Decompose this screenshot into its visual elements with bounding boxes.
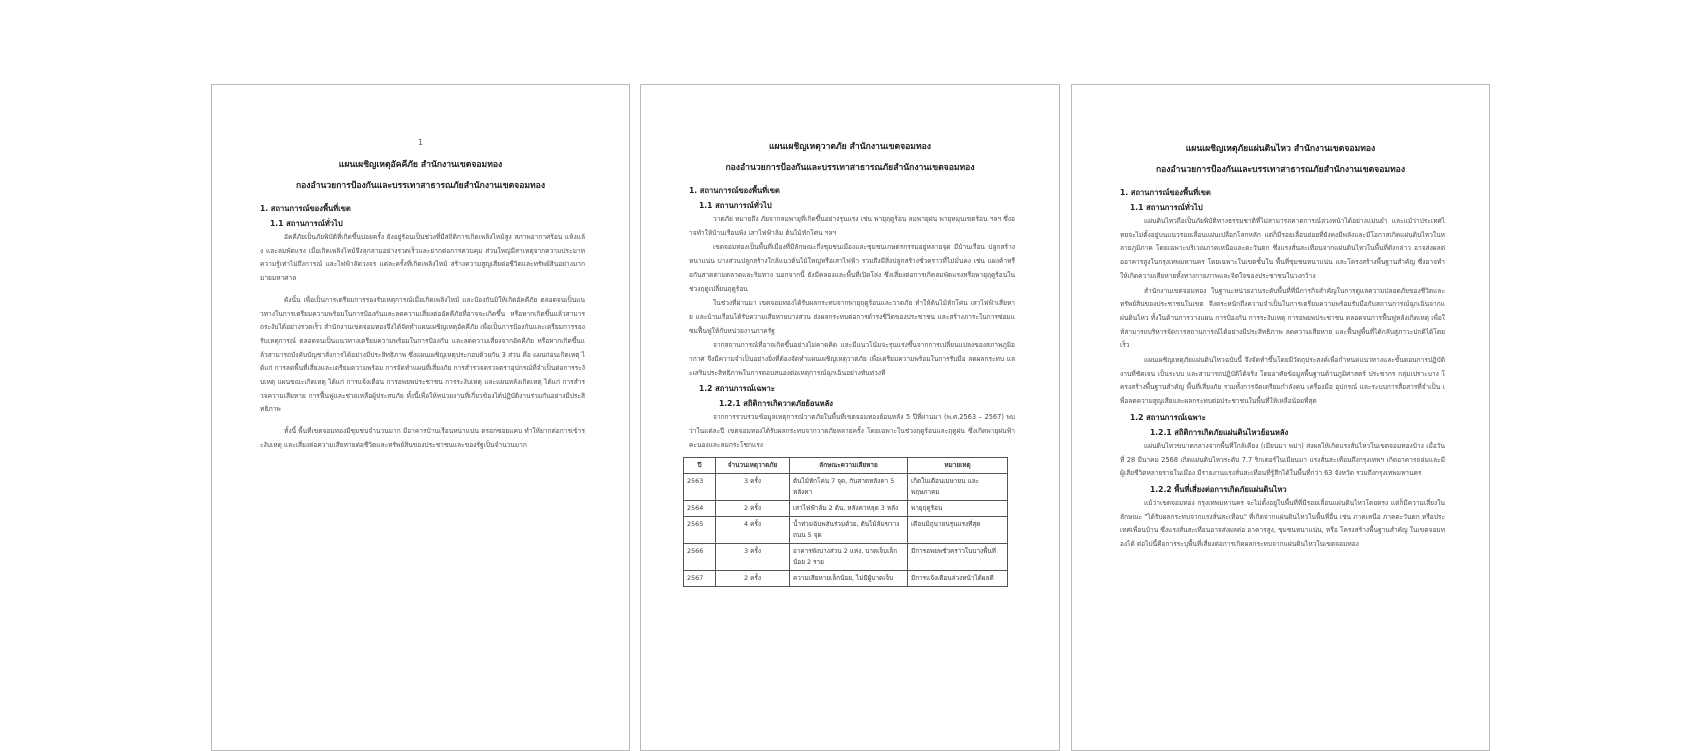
table-row xyxy=(684,516,1008,543)
paragraph: จากการรวบรวมข้อมูลเหตุการณ์วาตภัยในพื้นที่เขตจอมทองย้อนหลัง 5 ปีที่ผ่านมา (พ.ศ.2563 – 2567) พบว่าในแต่ละปี เขตจอมทองได้รับผลกระทบจากวาตภัยหลายครั้ง โดยเฉพาะในช่วงฤดูร้อนและฤดูฝน ซึ่งเกิดพายุฝนฟ้าคะนองและลมกระโชกแรง xyxy=(689,413,1015,449)
subsection-heading: 1.1 สถานการณ์ทั่วไป xyxy=(270,219,343,228)
subsection-heading: 1.2 สถานการณ์เฉพาะ xyxy=(1130,412,1206,422)
paragraph: จากสถานการณ์ที่อาจเกิดขึ้นอย่างไม่คาดคิด และมีแนวโน้มจะรุนแรงขึ้นจากการเปลี่ยนแปลงของสภาพภูมิอากาศ จึงมีความจำเป็นอย่างยิ่งที่ต้องจัดทำแผนเผชิญเหตุวาตภัย เพื่อเตรียมความพร้อมในการรับมือ ลดผลกระทบ และเสริมประสิทธิภาพในการตอบสนองต่อเหตุการณ์ฉุกเฉินอย่างทันท่วงที xyxy=(689,341,1015,377)
section-heading: 1. สถานการณ์ของพื้นที่เขต xyxy=(1120,188,1211,197)
column-header: ปี xyxy=(684,457,716,473)
table-cell: พายุฤดูร้อน xyxy=(908,500,1008,516)
sub-subsection-heading: 1.2.2 พื้นที่เสี่ยงต่อการเกิดภัยแผ่นดินไหว xyxy=(1150,484,1287,494)
page-title: แผนเผชิญเหตุภัยแผ่นดินไหว สำนักงานเขตจอมทอง xyxy=(1185,144,1376,154)
section-heading: 1. สถานการณ์ของพื้นที่เขต xyxy=(260,204,351,213)
document-page-fire xyxy=(211,84,630,751)
table-cell: เดือนมิถุนายนรุนแรงที่สุด xyxy=(908,516,1008,543)
table-cell: มีการแจ้งเตือนล่วงหน้าได้ผลดี xyxy=(908,570,1008,586)
table-cell: 2565 xyxy=(684,516,716,543)
table-cell: 3 ครั้ง xyxy=(716,543,790,570)
table-cell: เสาไฟฟ้าล้ม 2 ต้น, หลังคาหลุด 3 หลัง xyxy=(790,500,908,516)
sub-subsection-heading: 1.2.1 สถิติการเกิดภัยแผ่นดินไหวย้อนหลัง xyxy=(1150,427,1289,437)
table-cell: 2564 xyxy=(684,500,716,516)
table-cell: น้ำท่วมฉับพลันร่วมด้วย, ต้นไม้ล้มขวาง ถนน 5 จุด xyxy=(790,516,908,543)
document-page-windstorm xyxy=(640,84,1060,751)
paragraph: วาตภัย หมายถึง ภัยจากลมพายุที่เกิดขึ้นอย่างรุนแรง เช่น พายุฤดูร้อน ลมพายุฝน พายุหมุนเขตร้อน ฯลฯ ซึ่งอาจทำให้บ้านเรือนพัง เสาไฟฟ้าล้ม ต้นไม้หักโค่น ฯลฯ xyxy=(689,215,1015,237)
table-cell: 2 ครั้ง xyxy=(716,570,790,586)
page-title: แผนเผชิญเหตุวาตภัย สำนักงานเขตจอมทอง xyxy=(768,142,931,152)
table-row xyxy=(684,570,1008,586)
table-cell: อาคารพังบางส่วน 2 แห่ง, บาดเจ็บเล็กน้อย 2 ราย xyxy=(790,543,908,570)
table-cell: 2563 xyxy=(684,473,716,500)
subsection-heading: 1.1 สถานการณ์ทั่วไป xyxy=(699,201,772,210)
paragraph: ในช่วงที่ผ่านมา เขตจอมทองได้รับผลกระทบจากพายุฤดูร้อนและวาตภัย ทำให้ต้นไม้หักโค่น เสาไฟฟ้าเสียหาย และบ้านเรือนได้รับความเสียหายบางส่วน ส่งผลกระทบต่อการดำรงชีวิตของประชาชน และสร้างภาระในการซ่อมแซมฟื้นฟูให้กับหน่วยงานภาครัฐ xyxy=(689,299,1015,335)
table-cell: 2567 xyxy=(684,570,716,586)
table-cell: ต้นไม้หักโค่น 7 จุด, กันสาดหลังคา 5 หลังคา xyxy=(790,473,908,500)
page-title: แผนเผชิญเหตุอัคคีภัย สำนักงานเขตจอมทอง xyxy=(338,160,503,170)
paragraph: แผ่นดินไหวถือเป็นภัยพิบัติทางธรรมชาติที่ไม่สามารถคาดการณ์ล่วงหน้าได้อย่างแม่นยำ และแม้ว่าประเทศไทยจะไม่ตั้งอยู่บนแนวรอยเลื่อนแผ่นเปลือกโลกหลัก แต่ก็มีรอยเลื่อนย่อยที่ยังคงมีพลังและมีโอกาสเกิดแผ่นดินไหวในหลายภูมิภาค โดยเฉพาะบริเวณภาคเหนือและตะวันตก ซึ่งแรงสั่นสะเทือนจากแผ่นดินไหวในพื้นที่ดังกล่าว อาจส่งผลต่ออาคารสูงในกรุงเทพมหานคร โดยเฉพาะในเขตชั้นใน พื้นที่ชุมชนหนาแน่น และโครงสร้างพื้นฐานสำคัญ ซึ่งอาจทำให้เกิดความเสียหายทั้งทางกายภาพและจิตใจของประชาชนในวงกว้าง xyxy=(1120,217,1445,280)
paragraph: แผนเผชิญเหตุภัยแผ่นดินไหวฉบับนี้ จึงจัดทำขึ้นโดยมีวัตถุประสงค์เพื่อกำหนดแนวทางและขั้นตอนการปฏิบัติงานที่ชัดเจน เป็นระบบ และสามารถปฏิบัติได้จริง โดยอาศัยข้อมูลพื้นฐานด้านภูมิศาสตร์ ประชากร กลุ่มเปราะบาง โครงสร้างพื้นฐานสำคัญ พื้นที่เสี่ยงภัย รวมทั้งการจัดเตรียมกำลังคน เครื่องมือ อุปกรณ์ และระบบการสื่อสารที่จำเป็น เพื่อลดความสูญเสียและผลกระทบต่อประชาชนในพื้นที่ให้เหลือน้อยที่สุด xyxy=(1120,356,1445,406)
table-row xyxy=(684,473,1008,500)
column-header: หมายเหตุ xyxy=(908,457,1008,473)
table-cell: มีการอพยพชั่วคราวในบางพื้นที่ xyxy=(908,543,1008,570)
section-heading: 1. สถานการณ์ของพื้นที่เขต xyxy=(689,186,780,195)
page-subtitle: กองอำนวยการป้องกันและบรรเทาสาธารณภัยสำนักงานเขตจอมทอง xyxy=(295,181,546,191)
paragraph: สำนักงานเขตจอมทอง ในฐานะหน่วยงานระดับพื้นที่ที่มีภารกิจสำคัญในการดูแลความปลอดภัยของชีวิตและทรัพย์สินของประชาชนในเขต จึงตระหนักถึงความจำเป็นในการเตรียมความพร้อมรับมือกับสถานการณ์ฉุกเฉินจากแผ่นดินไหว ทั้งในด้านการวางแผน การป้องกัน การระงับเหตุ การอพยพประชาชน ตลอดจนการฟื้นฟูหลังเกิดเหตุ เพื่อให้สามารถบริหารจัดการสถานการณ์ได้อย่างมีประสิทธิภาพ ลดความเสียหาย และฟื้นฟูพื้นที่ได้กลับสู่ภาวะปกติได้โดยเร็ว xyxy=(1120,286,1445,350)
windstorm-statistics-table xyxy=(683,457,1008,587)
table-header-row xyxy=(684,457,1008,473)
paragraph: ทั้งนี้ พื้นที่เขตจอมทองมีชุมชนจำนวนมาก มีอาคารบ้านเรือนหนาแน่น ตรอกซอยแคบ ทำให้ยากต่อการเข้าระงับเหตุ และเสี่ยงต่อความเสียหายต่อชีวิตและทรัพย์สินของประชาชนและของรัฐเป็นจำนวนมาก xyxy=(260,427,585,449)
paragraph: ดังนั้น เพื่อเป็นการเตรียมการรองรับเหตุการณ์เมื่อเกิดเพลิงไหม้ และป้องกันมิให้เกิดอัคคีภัย ตลอดจนเป็นแนวทางในการเตรียมความพร้อมในการป้องกันและลดความเสี่ยงต่ออัคคีภัยที่อาจจะเกิดขึ้น หรือหากเกิดขึ้นแล้วสามารถระงับได้อย่างรวดเร็ว สำนักงานเขตจอมทองจึงได้จัดทำแผนเผชิญเหตุอัคคีภัย เพื่อเป็นการป้องกันและเตรียมการรองรับเหตุการณ์ ตลอดจนเป็นแนวทางเตรียมความพร้อมในการป้องกัน และลดความเสี่ยงจากอัคคีภัย หรือหากเกิดขึ้นแล้วสามารถบังคับบัญชาสั่งการได้อย่างมีประสิทธิภาพ ซึ่งแผนเผชิญเหตุประกอบด้วยกัน 3 ส่วน คือ แผนก่อนเกิดเหตุ ได้แก่ การลดพื้นที่เสี่ยงและเตรียมความพร้อม การจัดทำแผนที่เสี่ยงภัย การสำรวจตรวจตราอุปกรณ์ที่จำเป็นต่อการระงับเหตุ แผนขณะเกิดเหตุ ได้แก่ การแจ้งเตือน การอพยพประชาชน การระงับเหตุ และแผนหลังเกิดเหตุ ได้แก่ การสำรวจความเสียหาย การฟื้นฟูและช่วยเหลือผู้ประสบภัย ทั้งนี้เพื่อให้หน่วยงานที่เกี่ยวข้องได้ปฏิบัติงานร่วมกันอย่างมีประสิทธิภาพ xyxy=(260,295,585,414)
table-cell: 2566 xyxy=(684,543,716,570)
table-row xyxy=(684,500,1008,516)
page-number: 1 xyxy=(417,138,424,147)
subsection-heading: 1.1 สถานการณ์ทั่วไป xyxy=(1130,203,1203,212)
paragraph: แม้ว่าเขตจอมทอง กรุงเทพมหานคร จะไม่ตั้งอยู่ในพื้นที่ที่มีรอยเลื่อนแผ่นดินไหวโดยตรง แต่ก็มีความเสี่ยงในลักษณะ "ได้รับผลกระทบจากแรงสั่นสะเทือน" ที่เกิดจากแผ่นดินไหวในพื้นที่อื่น เช่น ภาคเหนือ ภาคตะวันตก หรือประเทศเพื่อนบ้าน ซึ่งแรงสั่นสะเทือนอาจส่งผลต่อ อาคารสูง, ชุมชนหนาแน่น, หรือ โครงสร้างพื้นฐานสำคัญ ในเขตจอมทองได้ ต่อไปนี้คือการระบุพื้นที่เสี่ยงต่อการเกิดผลกระทบจากแผ่นดินไหวในเขตจอมทอง xyxy=(1120,498,1445,549)
page-subtitle: กองอำนวยการป้องกันและบรรเทาสาธารณภัยสำนักงานเขตจอมทอง xyxy=(1155,165,1406,175)
column-header: ลักษณะความเสียหาย xyxy=(790,457,908,473)
paragraph: แผ่นดินไหวขนาดกลางจากพื้นที่ใกล้เคียง (เมียนมา พม่า) ส่งผลให้เกิดแรงสั่นไหวในเขตจอมทองบ้าง เมื่อวันที่ 28 มีนาคม 2568 เกิดแผ่นดินไหวระดับ 7.7 ริกเตอร์ในเมียนมา แรงสั่นสะเทือนถึงกรุงเทพฯ เกิดอาคารถล่มและมีผู้เสียชีวิตหลายรายในเมือง มีรายงานแรงสั่นสะเทือนที่รู้สึกได้ในพื้นที่กว่า 63 จังหวัด รวมถึงกรุงเทพมหานคร xyxy=(1120,441,1445,478)
table-cell: 2 ครั้ง xyxy=(716,500,790,516)
paragraph: เขตจอมทองเป็นพื้นที่เมืองที่มีลักษณะกึ่งชุมชนเมืองและชุมชนเกษตรกรรมอยู่หลายจุด มีบ้านเรือน ปลูกสร้างหนาแน่น บางส่วนปลูกสร้างใกล้แนวต้นไม้ใหญ่หรือเสาไฟฟ้า รวมถึงมีสิ่งปลูกสร้างชั่วคราวที่ไม่มั่นคง เช่น แผงค้าหรือกันสาดตามตลาดและริมทาง นอกจากนี้ ยังมีคลองและพื้นที่เปิดโล่ง ซึ่งเสี่ยงต่อการเกิดลมพัดแรงหรือพายุฤดูร้อนในช่วงฤดูเปลี่ยนฤดูร้อน xyxy=(689,243,1015,293)
document-page-earthquake xyxy=(1071,84,1490,751)
paragraph: อัคคีภัยเป็นภัยพิบัติที่เกิดขึ้นบ่อยครั้ง ยังอยู่ร้อนเป็นช่วงที่มีสถิติการเกิดเพลิงไหม้สูง สภาพอากาศร้อน แห้งแล้ง และลมพัดแรง เมื่อเกิดเพลิงไหม้จึงลุกลามอย่างรวดเร็วและยากต่อการควบคุม ส่วนใหญ่มีสาเหตุจากความประมาท ความรู้เท่าไม่ถึงการณ์ และไฟฟ้าลัดวงจร แต่ละครั้งที่เกิดเพลิงไหม้ สร้างความสูญเสียต่อชีวิตและทรัพย์สินอย่างมากมายมหาศาล xyxy=(260,233,585,283)
table-row xyxy=(684,543,1008,570)
subsection-heading: 1.2 สถานการณ์เฉพาะ xyxy=(699,384,775,394)
table-cell: เกิดในเดือนเมษายน และพฤษภาคม xyxy=(908,473,1008,500)
sub-subsection-heading: 1.2.1 สถิติการเกิดวาตภัยย้อนหลัง xyxy=(719,399,833,409)
table-cell: 3 ครั้ง xyxy=(716,473,790,500)
table-cell: ความเสียหายเล็กน้อย, ไม่มีผู้บาดเจ็บ xyxy=(790,570,908,586)
column-header: จำนวนเหตุวาตภัย xyxy=(716,457,790,473)
page-subtitle: กองอำนวยการป้องกันและบรรเทาสาธารณภัยสำนักงานเขตจอมทอง xyxy=(725,163,975,173)
table-cell: 4 ครั้ง xyxy=(716,516,790,543)
